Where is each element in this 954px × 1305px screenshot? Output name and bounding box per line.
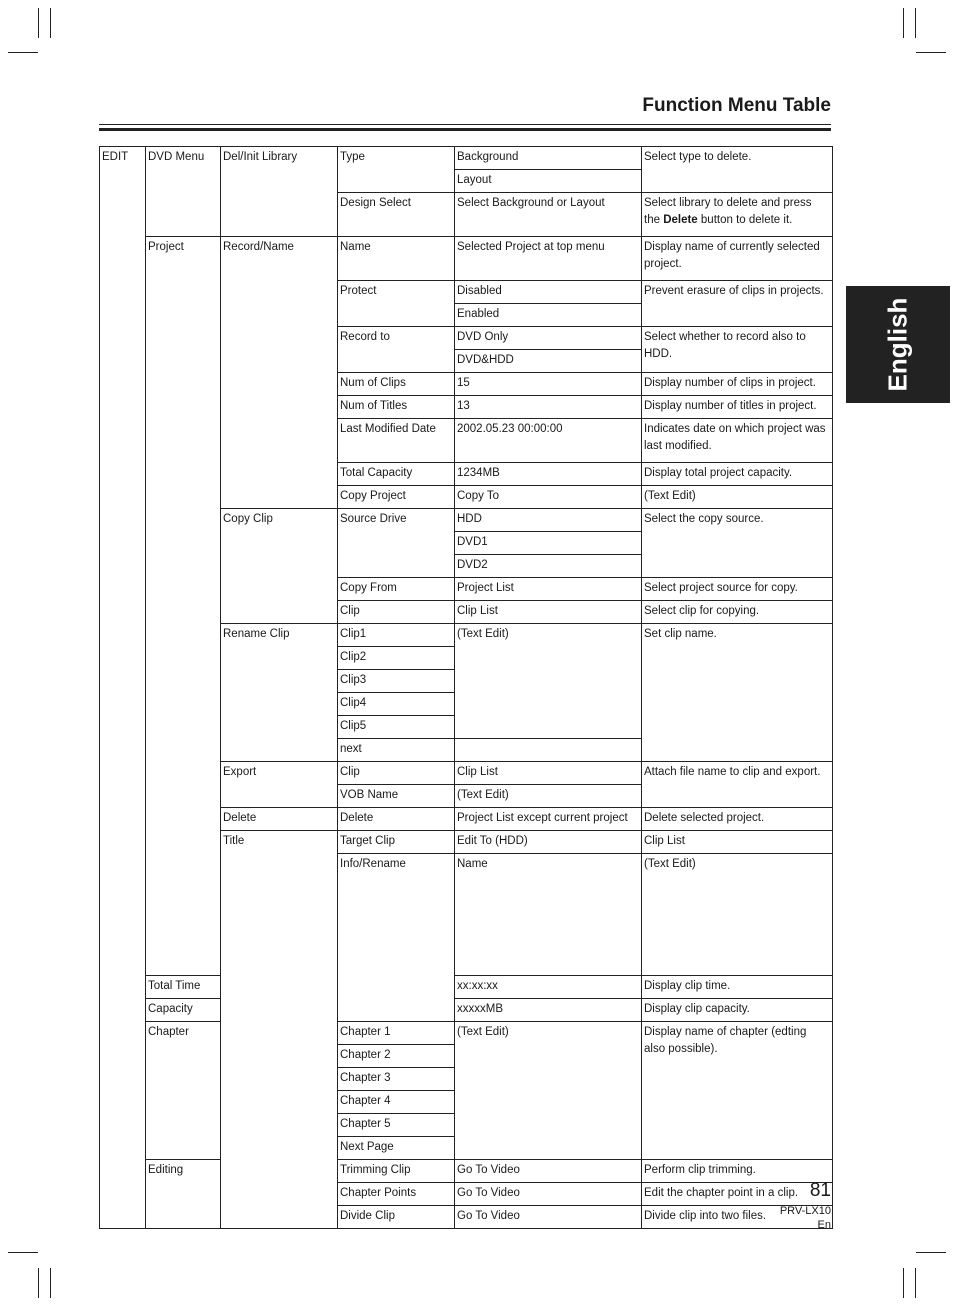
cell-copy-clip: Copy Clip bbox=[221, 509, 338, 624]
cell-info-rename: Info/Rename bbox=[338, 854, 455, 1022]
cell-total-time-value: xx:xx:xx bbox=[455, 976, 642, 999]
crop-mark bbox=[50, 8, 51, 38]
cell-last-modified: Last Modified Date bbox=[338, 419, 455, 463]
cell-trimming-clip: Trimming Clip bbox=[338, 1160, 455, 1183]
cell-record-to: Record to bbox=[338, 327, 455, 373]
cell-capacity-value: xxxxxMB bbox=[455, 999, 642, 1022]
cell-copy-from-desc: Select project source for copy. bbox=[642, 578, 833, 601]
cell-protect-disabled: Disabled bbox=[455, 281, 642, 304]
cell-trimming-desc: Perform clip trimming. bbox=[642, 1160, 833, 1183]
cell-type: Type bbox=[338, 147, 455, 193]
cell-protect-enabled: Enabled bbox=[455, 304, 642, 327]
cell-source-dvd2: DVD2 bbox=[455, 555, 642, 578]
model-label bbox=[780, 1204, 831, 1232]
cell-copy-project: Copy Project bbox=[338, 486, 455, 509]
cell-num-clips-desc: Display number of clips in project. bbox=[642, 373, 833, 396]
cell-num-titles: Num of Titles bbox=[338, 396, 455, 419]
cell-chapter-value: (Text Edit) bbox=[455, 1022, 642, 1160]
cell-protect-desc: Prevent erasure of clips in projects. bbox=[642, 281, 833, 327]
cell-clip1: Clip1 bbox=[338, 624, 455, 647]
cell-record-to-dvd-hdd: DVD&HDD bbox=[455, 350, 642, 373]
cell-edit-to: Edit To (HDD) bbox=[455, 831, 642, 854]
cell-edit: EDIT bbox=[100, 147, 146, 1229]
desc-text: button to delete it. bbox=[697, 214, 793, 226]
cell-capacity-desc: Display clip capacity. bbox=[642, 999, 833, 1022]
cell-copy-to-value: (Text Edit) bbox=[642, 486, 833, 509]
cell-editing: Editing bbox=[146, 1160, 221, 1229]
cell-last-modified-desc: Indicates date on which project was last modified. bbox=[642, 419, 833, 463]
cell-next-value bbox=[455, 739, 642, 762]
cell-next-page: Next Page bbox=[338, 1137, 455, 1160]
cell-total-capacity-value: 1234MB bbox=[455, 463, 642, 486]
cell-chapter-5: Chapter 5 bbox=[338, 1114, 455, 1137]
desc-text: Select library to delete and press the bbox=[644, 197, 812, 226]
cell-type-background: Background bbox=[455, 147, 642, 170]
crop-mark bbox=[916, 52, 946, 53]
crop-mark bbox=[903, 8, 904, 38]
cell-rename-desc: Set clip name. bbox=[642, 624, 833, 762]
function-menu-table bbox=[99, 146, 833, 1229]
title-rule bbox=[99, 124, 831, 125]
cell-protect: Protect bbox=[338, 281, 455, 327]
cell-del-init-library: Del/Init Library bbox=[221, 147, 338, 237]
cell-record-to-desc: Select whether to record also to HDD. bbox=[642, 327, 833, 373]
cell-source-dvd1: DVD1 bbox=[455, 532, 642, 555]
crop-mark bbox=[8, 1252, 38, 1253]
crop-mark bbox=[38, 8, 39, 38]
cell-info-name-value: (Text Edit) bbox=[642, 854, 833, 976]
cell-total-capacity: Total Capacity bbox=[338, 463, 455, 486]
cell-title: Title bbox=[221, 831, 338, 1229]
cell-name: Name bbox=[338, 237, 455, 281]
cell-total-time-desc: Display clip time. bbox=[642, 976, 833, 999]
crop-mark bbox=[916, 1252, 946, 1253]
cell-edit-to-value: Clip List bbox=[642, 831, 833, 854]
model-name: PRV-LX10 bbox=[779, 1205, 831, 1217]
cell-vob-name-value: (Text Edit) bbox=[455, 785, 642, 808]
cell-clip: Clip bbox=[338, 601, 455, 624]
cell-name-value: Selected Project at top menu bbox=[455, 237, 642, 281]
cell-copy-to: Copy To bbox=[455, 486, 642, 509]
cell-export-clip: Clip bbox=[338, 762, 455, 785]
cell-target-clip: Target Clip bbox=[338, 831, 455, 854]
cell-info-name: Name bbox=[455, 854, 642, 976]
cell-design-value: Select Background or Layout bbox=[455, 193, 642, 237]
cell-delete-group: Delete bbox=[221, 808, 338, 831]
crop-mark bbox=[903, 1268, 904, 1298]
cell-divide-desc: Divide clip into two files. bbox=[642, 1206, 833, 1229]
cell-chapter-1: Chapter 1 bbox=[338, 1022, 455, 1045]
delete-button-label: Delete bbox=[663, 214, 698, 226]
crop-mark bbox=[38, 1268, 39, 1298]
cell-source-drive-desc: Select the copy source. bbox=[642, 509, 833, 578]
cell-source-drive: Source Drive bbox=[338, 509, 455, 578]
cell-num-titles-desc: Display number of titles in project. bbox=[642, 396, 833, 419]
cell-delete-value: Project List except current project bbox=[455, 808, 642, 831]
cell-chapter-points-desc: Edit the chapter point in a clip. bbox=[642, 1183, 833, 1206]
cell-chapter-points: Chapter Points bbox=[338, 1183, 455, 1206]
language-code: En bbox=[817, 1219, 831, 1231]
cell-clip-desc: Select clip for copying. bbox=[642, 601, 833, 624]
cell-total-capacity-desc: Display total project capacity. bbox=[642, 463, 833, 486]
cell-name-desc: Display name of currently selected project. bbox=[642, 237, 833, 281]
cell-capacity: Capacity bbox=[146, 999, 221, 1022]
language-tab-label: English bbox=[882, 297, 913, 392]
cell-num-clips-value: 15 bbox=[455, 373, 642, 396]
cell-clip4: Clip4 bbox=[338, 693, 455, 716]
page-title: Function Menu Table bbox=[642, 95, 831, 116]
cell-clip3: Clip3 bbox=[338, 670, 455, 693]
cell-num-clips: Num of Clips bbox=[338, 373, 455, 396]
crop-mark bbox=[8, 52, 38, 53]
crop-mark bbox=[915, 8, 916, 38]
cell-record-to-dvd-only: DVD Only bbox=[455, 327, 642, 350]
cell-export-desc: Attach file name to clip and export. bbox=[642, 762, 833, 808]
cell-divide-clip: Divide Clip bbox=[338, 1206, 455, 1229]
page-number: 81 bbox=[809, 1180, 831, 1201]
cell-copy-from: Copy From bbox=[338, 578, 455, 601]
cell-trimming-value: Go To Video bbox=[455, 1160, 642, 1183]
crop-mark bbox=[50, 1268, 51, 1298]
cell-chapter-3: Chapter 3 bbox=[338, 1068, 455, 1091]
cell-copy-from-value: Project List bbox=[455, 578, 642, 601]
cell-delete-desc: Delete selected project. bbox=[642, 808, 833, 831]
cell-export: Export bbox=[221, 762, 338, 808]
cell-source-hdd: HDD bbox=[455, 509, 642, 532]
cell-export-clip-value: Clip List bbox=[455, 762, 642, 785]
title-rule-thick bbox=[99, 128, 831, 131]
crop-mark bbox=[915, 1268, 916, 1298]
language-tab bbox=[846, 286, 950, 403]
cell-delete: Delete bbox=[338, 808, 455, 831]
cell-clip-value: Clip List bbox=[455, 601, 642, 624]
cell-chapter-4: Chapter 4 bbox=[338, 1091, 455, 1114]
cell-design-select: Design Select bbox=[338, 193, 455, 237]
cell-rename-value: (Text Edit) bbox=[455, 624, 642, 739]
cell-type-layout: Layout bbox=[455, 170, 642, 193]
cell-chapter-2: Chapter 2 bbox=[338, 1045, 455, 1068]
cell-chapter-points-value: Go To Video bbox=[455, 1183, 642, 1206]
cell-chapter-desc: Display name of chapter (edting also possible). bbox=[642, 1022, 833, 1160]
cell-design-desc bbox=[642, 193, 833, 237]
cell-clip5: Clip5 bbox=[338, 716, 455, 739]
cell-last-modified-value: 2002.05.23 00:00:00 bbox=[455, 419, 642, 463]
cell-clip2: Clip2 bbox=[338, 647, 455, 670]
cell-project: Project bbox=[146, 237, 221, 976]
cell-type-desc: Select type to delete. bbox=[642, 147, 833, 193]
cell-rename-clip: Rename Clip bbox=[221, 624, 338, 762]
cell-divide-value: Go To Video bbox=[455, 1206, 642, 1229]
cell-dvd-menu: DVD Menu bbox=[146, 147, 221, 237]
cell-num-titles-value: 13 bbox=[455, 396, 642, 419]
cell-vob-name: VOB Name bbox=[338, 785, 455, 808]
cell-record-name: Record/Name bbox=[221, 237, 338, 509]
cell-next: next bbox=[338, 739, 455, 762]
cell-chapter: Chapter bbox=[146, 1022, 221, 1160]
cell-total-time: Total Time bbox=[146, 976, 221, 999]
